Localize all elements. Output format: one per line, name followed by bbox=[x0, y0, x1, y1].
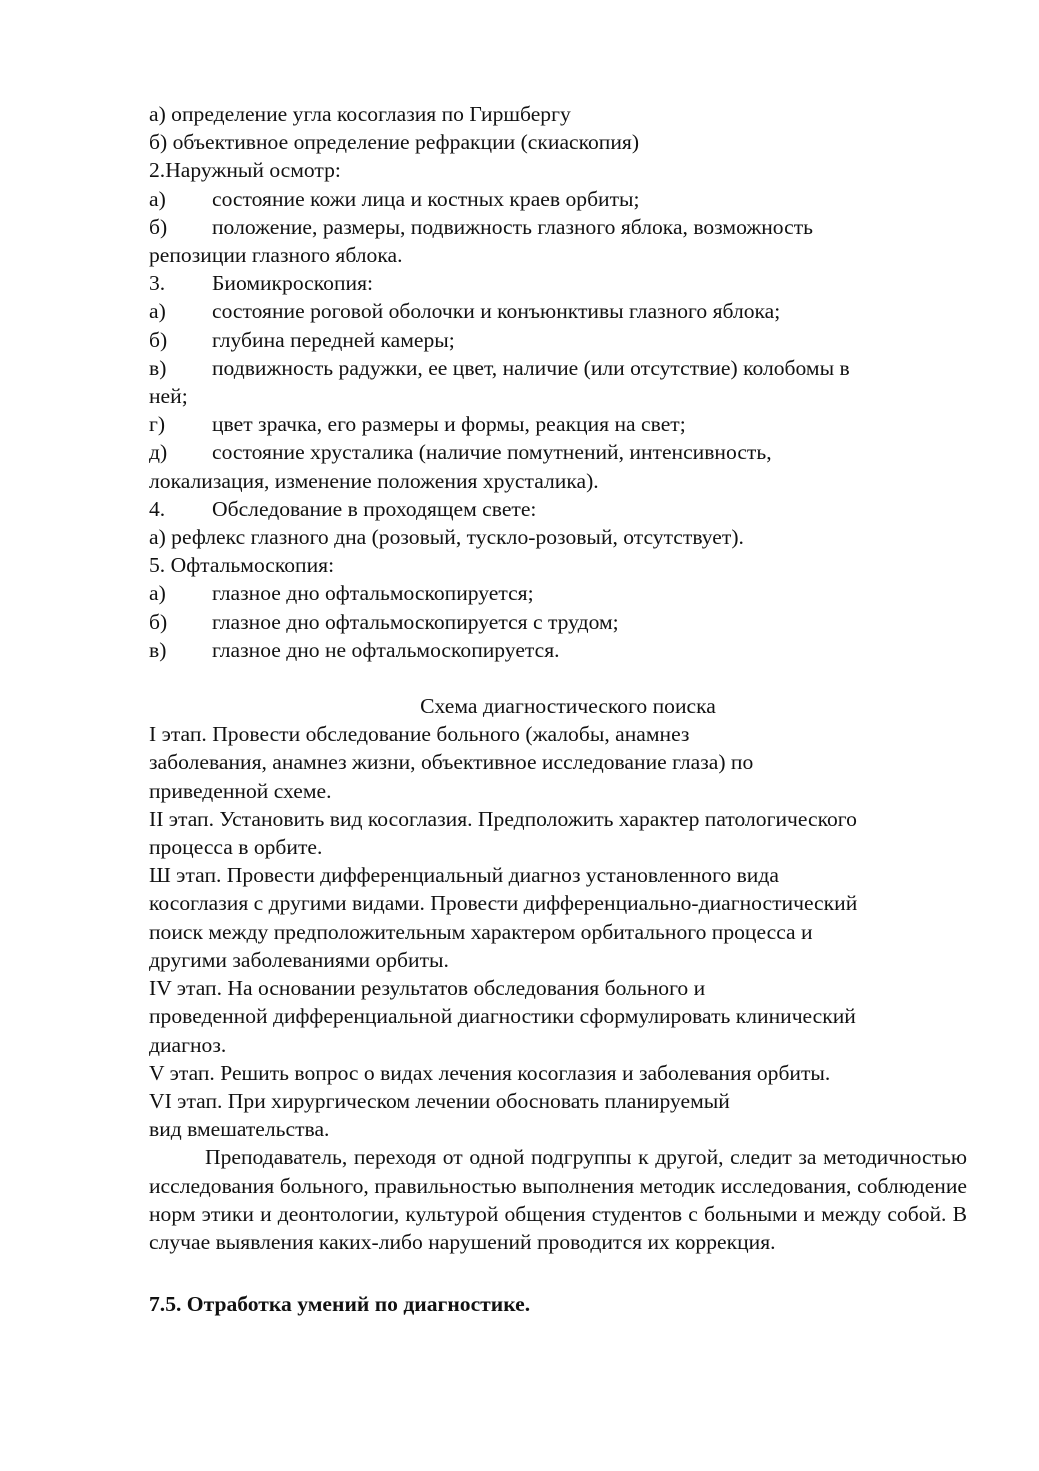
biomicroscopy-item-v bbox=[149, 354, 967, 382]
scheme-line: другими заболеваниями орбиты. bbox=[149, 947, 449, 972]
scheme-line: поиск между предположительным характером орбитального процесса и bbox=[149, 919, 813, 944]
scheme-line: приведенной схеме. bbox=[149, 778, 332, 803]
scheme-line: вид вмешательства. bbox=[149, 1117, 330, 1142]
item-text: цвет зрачка, его размеры и формы, реакция на свет; bbox=[212, 412, 686, 437]
scheme-line: I этап. Провести обследование больного (жалобы, анамнез bbox=[149, 722, 690, 747]
biomicroscopy-title bbox=[149, 269, 967, 297]
scheme-line: IV этап. На основании результатов обследования больного и bbox=[149, 976, 706, 1001]
external-item-b bbox=[149, 213, 967, 241]
biomicroscopy-item-b bbox=[149, 326, 967, 354]
item-text: состояние кожи лица и костных краев орбиты; bbox=[212, 186, 640, 211]
biomicroscopy-item-d-continuation: локализация, изменение положения хрусталика). bbox=[149, 468, 599, 493]
item-text: состояние хрусталика (наличие помутнений, интенсивность, bbox=[212, 440, 772, 465]
scheme-line: Ш этап. Провести дифференциальный диагноз установленного вида bbox=[149, 863, 779, 888]
item-text: подвижность радужки, ее цвет, наличие (или отсутствие) колобомы в bbox=[212, 355, 850, 380]
ophthalmoscopy-item-b bbox=[149, 608, 967, 636]
item-number: 4. bbox=[149, 496, 166, 521]
ophthalmoscopy-item-a bbox=[149, 579, 967, 607]
item-text: глазное дно офтальмоскопируется; bbox=[212, 581, 534, 606]
scheme-line: VI этап. При хирургическом лечении обосновать планируемый bbox=[149, 1088, 730, 1113]
item-label: б) bbox=[149, 327, 168, 352]
scheme-line: процесса в орбите. bbox=[149, 835, 323, 860]
ophthalmoscopy-title: 5. Офтальмоскопия: bbox=[149, 553, 335, 578]
item-label: в) bbox=[149, 637, 167, 662]
item-label: д) bbox=[149, 440, 168, 465]
transmitted-light-item-a: а) рефлекс глазного дна (розовый, тускло-розовый, отсутствует). bbox=[149, 525, 744, 550]
scheme-line: проведенной дифференциальной диагностики сформулировать клинический bbox=[149, 1004, 856, 1029]
item-text: положение, размеры, подвижность глазного яблока, возможность bbox=[212, 214, 814, 239]
exam-item-skiascopy: б) объективное определение рефракции (скиаскопия) bbox=[149, 130, 640, 155]
item-text: глубина передней камеры; bbox=[212, 327, 455, 352]
item-label: б) bbox=[149, 609, 168, 634]
biomicroscopy-item-g bbox=[149, 410, 967, 438]
scheme-title: Схема диагностического поиска bbox=[420, 694, 716, 719]
section-heading: 7.5. Отработка умений по диагностике. bbox=[149, 1292, 531, 1317]
item-label: а) bbox=[149, 299, 166, 324]
exam-item-hirschberg: а) определение угла косоглазия по Гиршбергу bbox=[149, 102, 571, 126]
item-label: в) bbox=[149, 355, 167, 380]
transmitted-light-title bbox=[149, 495, 967, 523]
item-text: глазное дно офтальмоскопируется с трудом; bbox=[212, 609, 619, 634]
item-label: а) bbox=[149, 581, 166, 606]
item-label: а) bbox=[149, 186, 166, 211]
teacher-paragraph: Преподаватель, переходя от одной подгруппы к другой, следит за методичностью исследования больного, правильностью выполнения методик исследования, соблюдение норм этики и деонтологии, культурой общения студентов с больными и между собой. В случае выявления каких-либо нарушений проводится их коррекция. bbox=[149, 1145, 967, 1254]
item-text: состояние роговой оболочки и конъюнктивы глазного яблока; bbox=[212, 299, 781, 324]
external-item-a bbox=[149, 185, 967, 213]
biomicroscopy-item-a bbox=[149, 297, 967, 325]
scheme-line: заболевания, анамнез жизни, объективное исследование глаза) по bbox=[149, 750, 754, 775]
external-exam-title: 2.Наружный осмотр: bbox=[149, 158, 341, 183]
scheme-line: II этап. Установить вид косоглазия. Предположить характер патологического bbox=[149, 806, 857, 831]
item-label: г) bbox=[149, 412, 166, 437]
scheme-line: диагноз. bbox=[149, 1032, 227, 1057]
scheme-line: косоглазия с другими видами. Провести дифференциально-диагностический bbox=[149, 891, 858, 916]
scheme-line: V этап. Решить вопрос о видах лечения косоглазия и заболевания орбиты. bbox=[149, 1060, 831, 1085]
external-item-b-continuation: репозиции глазного яблока. bbox=[149, 243, 403, 268]
item-number: 3. bbox=[149, 271, 166, 296]
biomicroscopy-item-v-continuation: ней; bbox=[149, 384, 188, 409]
item-label: б) bbox=[149, 214, 168, 239]
biomicroscopy-item-d bbox=[149, 438, 967, 466]
item-text: глазное дно не офтальмоскопируется. bbox=[212, 637, 560, 662]
item-text: Обследование в проходящем свете: bbox=[212, 496, 537, 521]
item-text: Биомикроскопия: bbox=[212, 271, 374, 296]
ophthalmoscopy-item-v bbox=[149, 636, 967, 664]
